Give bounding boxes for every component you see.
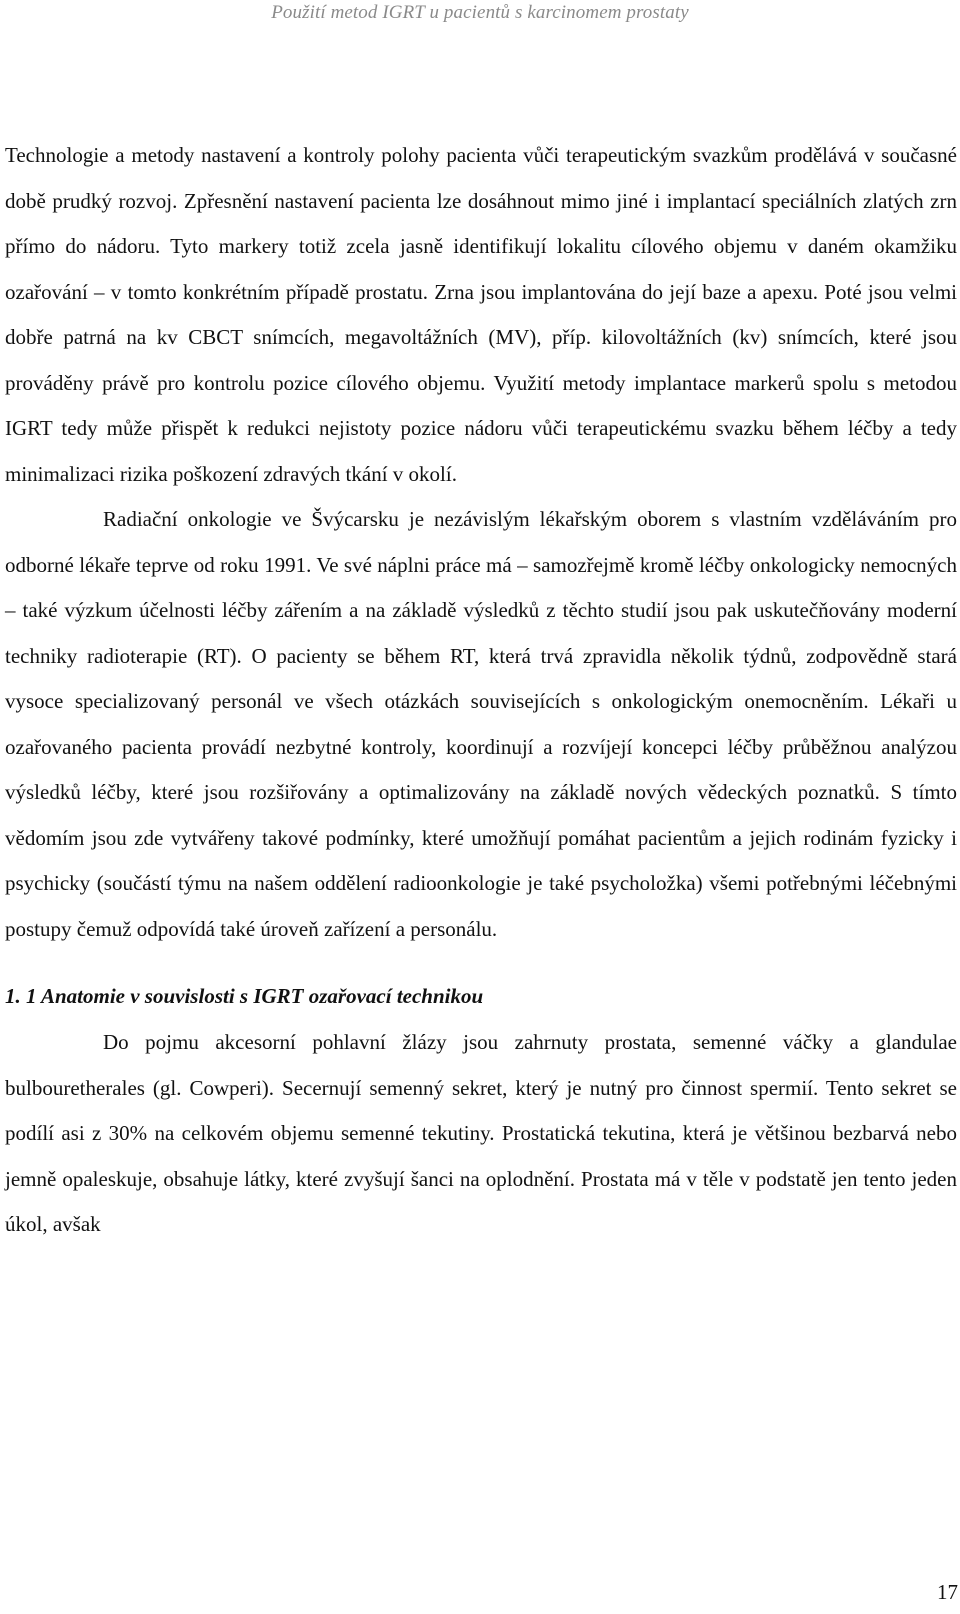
paragraph-2: Radiační onkologie ve Švýcarsku je nezávislým lékařským oborem s vlastním vzděláváním pro odborné lékaře teprve od roku 1991. Ve své náplni práce má – samozřejmě kromě léčby onkologicky nemocných – také výzkum účelnosti léčby zářením a na základě výsledků z těchto studií jsou pak uskutečňovány moderní techniky radioterapie (RT). O pacienty se během RT, která trvá zpravidla několik týdnů, zodpovědně stará vysoce specializovaný personál ve všech otázkách souvisejících s onkologickým onemocněním. Lékaři u ozařovaného pacienta provádí nezbytné kontroly, koordinují a rozvíjejí koncepci léčby průběžnou analýzou výsledků léčby, které jsou rozšiřovány a optimalizovány na základě nových vědeckých poznatků. S tímto vědomím jsou zde vytvářeny takové podmínky, které umožňují pomáhat pacientům a jejich rodinám fyzicky i psychicky (součástí týmu na našem oddělení radioonkologie je také psycholožka) všemi potřebnými léčebnými postupy čemuž odpovídá také úroveň zařízení a personálu.: [5, 507, 957, 941]
body-text: [5, 133, 957, 1248]
section-heading: 1. 1 Anatomie v souvislosti s IGRT ozařovací technikou: [5, 984, 484, 1008]
page-number: 17: [937, 1580, 958, 1604]
paragraph-1: Technologie a metody nastavení a kontroly polohy pacienta vůči terapeutickým svazkům prodělává v současné době prudký rozvoj. Zpřesnění nastavení pacienta lze dosáhnout mimo jiné i implantací speciálních zlatých zrn přímo do nádoru. Tyto markery totiž zcela jasně identifikují lokalitu cílového objemu v daném okamžiku ozařování – v tomto konkrétním případě prostatu. Zrna jsou implantována do její baze a apexu. Poté jsou velmi dobře patrná na kv CBCT snímcích, megavoltážních (MV), příp. kilovoltážních (kv) snímcích, které jsou prováděny právě pro kontrolu pozice cílového objemu. Využití metody implantace markerů spolu s metodou IGRT tedy může přispět k redukci nejistoty pozice nádoru vůči terapeutickému svazku během léčby a tedy minimalizaci rizika poškození zdravých tkání v okolí.: [5, 143, 957, 486]
paragraph-3: Do pojmu akcesorní pohlavní žlázy jsou zahrnuty prostata, semenné váčky a glandulae bulbouretherales (gl. Cowperi). Secernují semenný sekret, který je nutný pro činnost spermií. Tento sekret se podílí asi z 30% na celkovém objemu semenné tekutiny. Prostatická tekutina, která je většinou bezbarvá nebo jemně opaleskuje, obsahuje látky, které zvyšují šanci na oplodnění. Prostata má v těle v podstatě jen tento jeden úkol, avšak: [5, 1030, 957, 1236]
running-header: Použití metod IGRT u pacientů s karcinomem prostaty: [271, 2, 689, 23]
